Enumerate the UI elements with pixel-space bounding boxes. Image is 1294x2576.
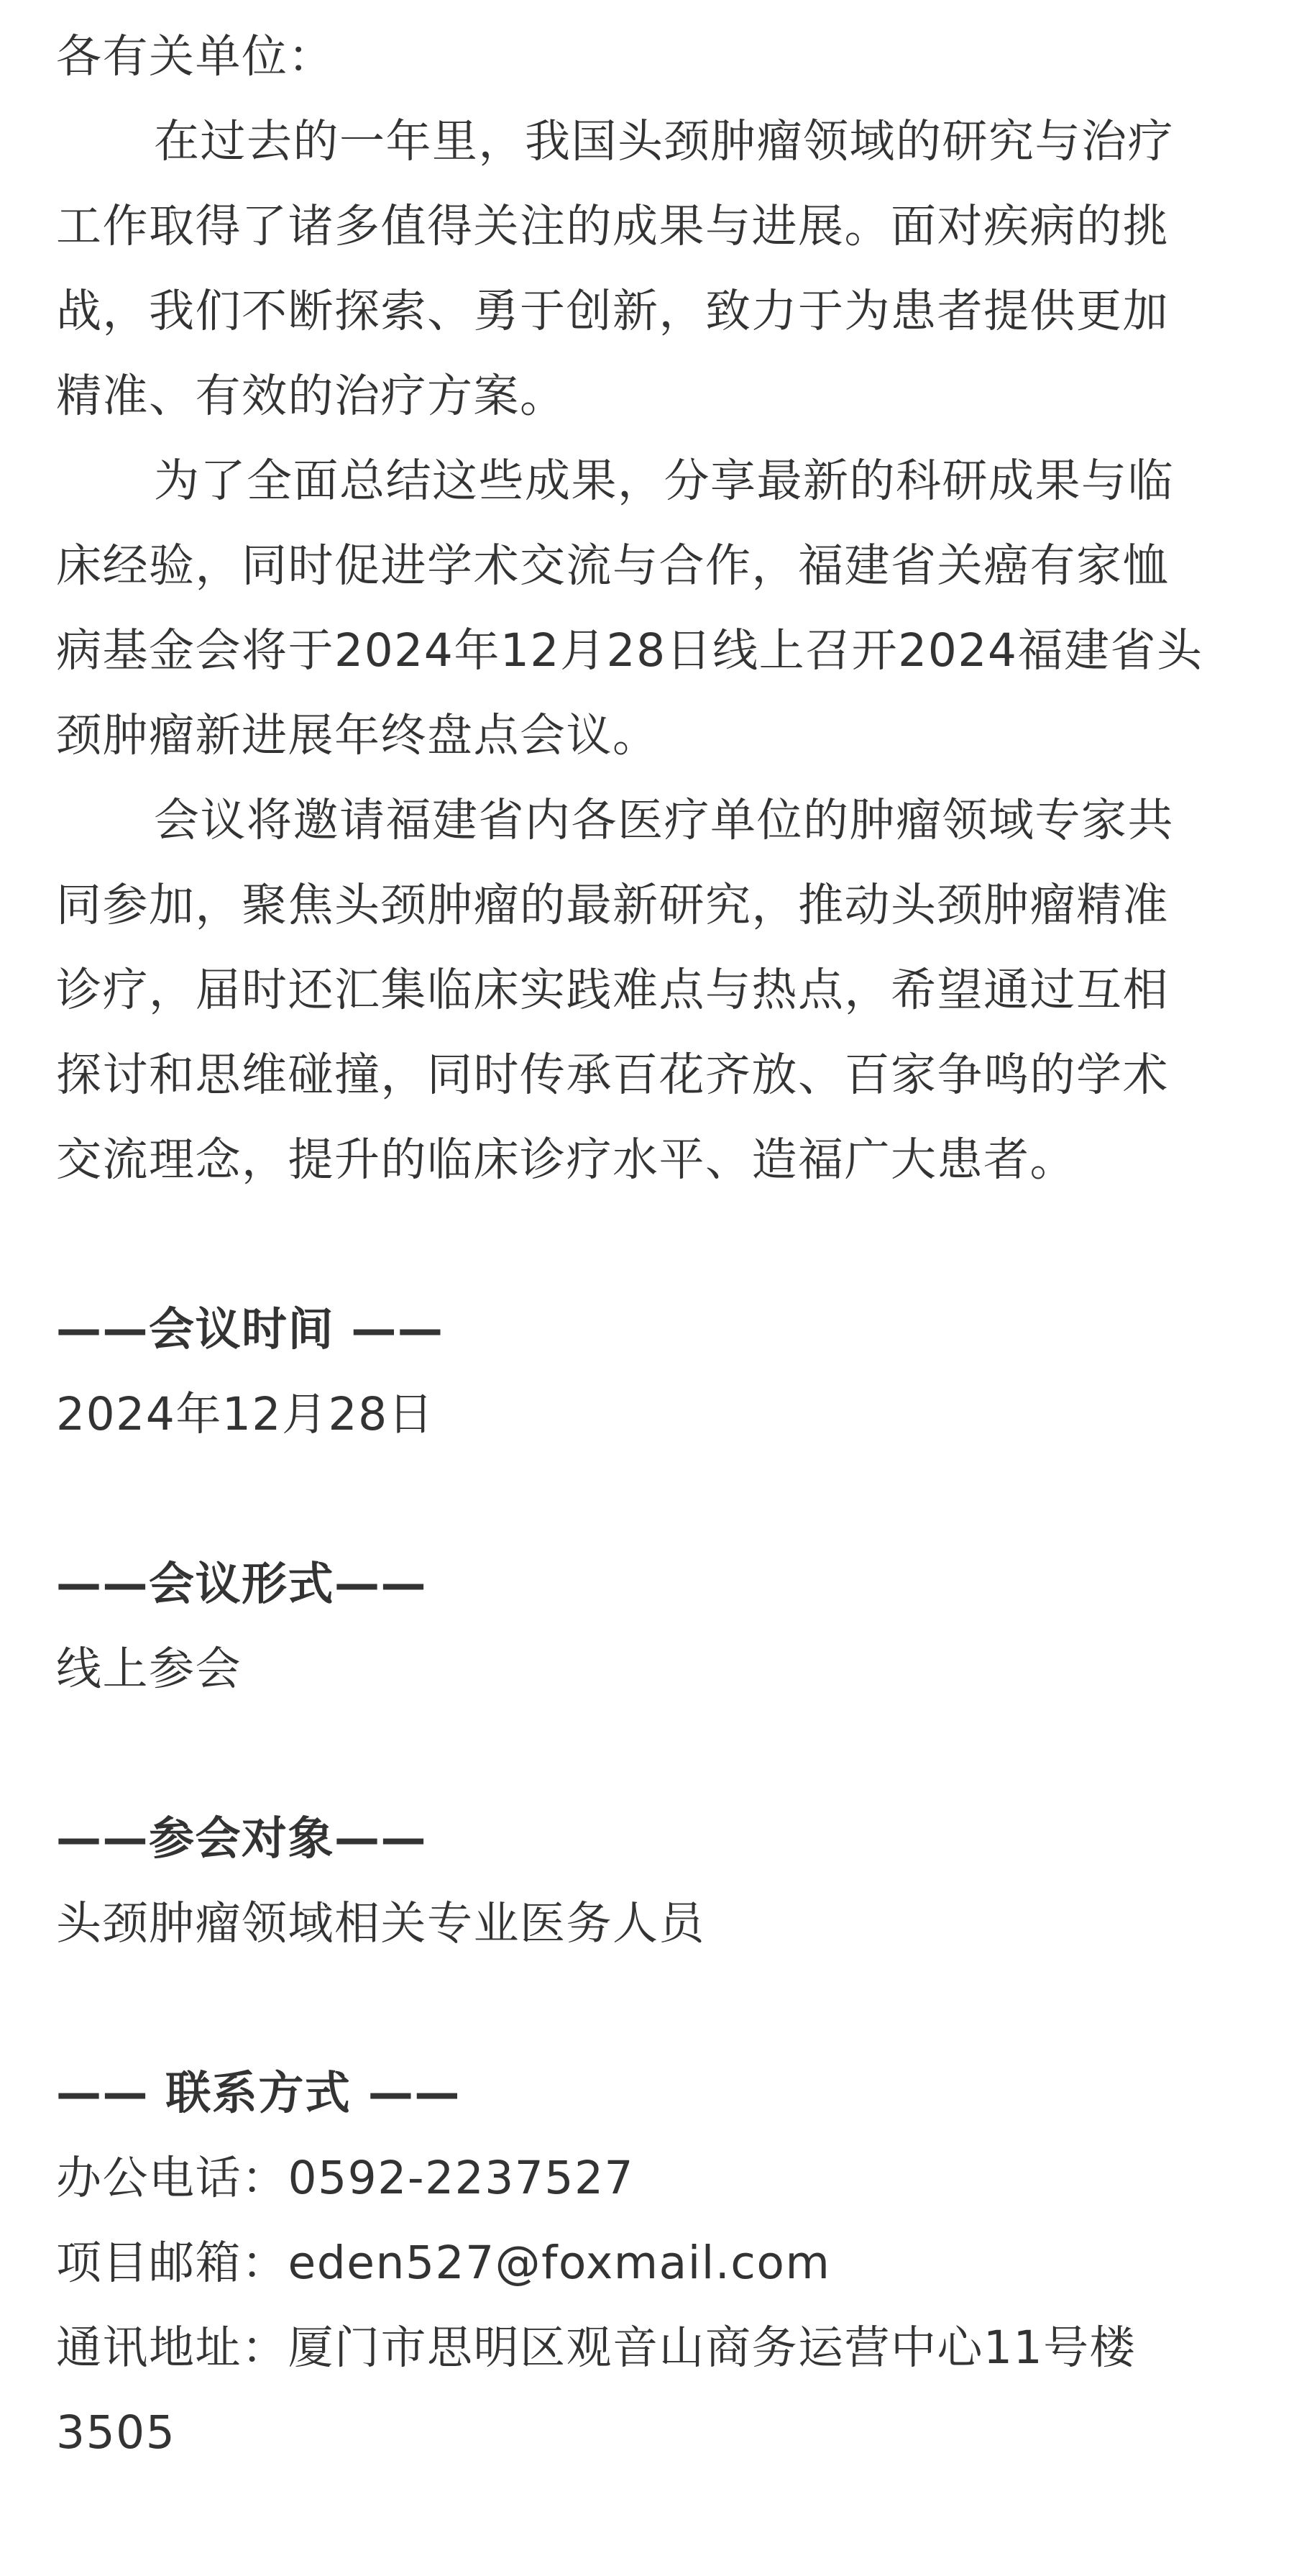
section-meeting-time (56, 1287, 1238, 1457)
paragraph-line: 战，我们不断探索、勇于创新，致力于为患者提供更加 (56, 285, 1169, 337)
project-email: 项目邮箱：eden527@foxmail.com (56, 2237, 831, 2289)
spacer (56, 1202, 1238, 1287)
paragraph-line: 诊疗，届时还汇集临床实践难点与热点，希望通过互相 (56, 964, 1169, 1016)
section-contact (56, 2051, 1238, 2475)
salutation: 各有关单位： (56, 30, 334, 83)
mailing-address-continued: 3505 (56, 2406, 176, 2459)
paragraph-line: 会议将邀请福建省内各医疗单位的肿瘤领域专家共 (154, 794, 1174, 846)
section-heading: ——会议形式—— (56, 1558, 427, 1610)
spacer (56, 1966, 1238, 2051)
meeting-date: 2024年12月28日 (56, 1388, 435, 1440)
section-heading: ——参会对象—— (56, 1812, 427, 1865)
mailing-address: 通讯地址：厦门市思明区观音山商务运营中心11号楼 (56, 2321, 1137, 2374)
audience-text: 头颈肿瘤领域相关专业医务人员 (56, 1897, 705, 1950)
paragraph-line: 在过去的一年里，我国头颈肿瘤领域的研究与治疗 (154, 115, 1174, 168)
spacer (56, 1712, 1238, 1796)
section-heading: —— 联系方式 —— (56, 2067, 461, 2119)
paragraph-line: 为了全面总结这些成果，分享最新的科研成果与临 (154, 455, 1174, 507)
paragraph-line: 床经验，同时促进学术交流与合作，福建省关癌有家恤 (56, 539, 1169, 592)
meeting-format: 线上参会 (56, 1643, 242, 1695)
paragraph-line: 颈肿瘤新进展年终盘点会议。 (56, 709, 659, 762)
spacer (56, 1457, 1238, 1542)
invitation-paragraph (56, 778, 1238, 1202)
purpose-paragraph (56, 439, 1238, 778)
intro-paragraph (56, 99, 1238, 439)
paragraph-line: 同参加，聚焦头颈肿瘤的最新研究，推动头颈肿瘤精准 (56, 879, 1169, 931)
office-phone: 办公电话：0592-2237527 (56, 2152, 635, 2204)
paragraph-line: 工作取得了诸多值得关注的成果与进展。面对疾病的挑 (56, 200, 1169, 252)
paragraph-line: 探讨和思维碰撞，同时传承百花齐放、百家争鸣的学术 (56, 1049, 1169, 1101)
section-meeting-format (56, 1542, 1238, 1712)
paragraph-line: 病基金会将于2024年12月28日线上召开2024福建省头 (56, 624, 1203, 677)
section-audience (56, 1796, 1238, 1966)
paragraph-line: 精准、有效的治疗方案。 (56, 370, 566, 422)
section-heading: ——会议时间 —— (56, 1303, 444, 1356)
paragraph-line: 交流理念，提升的临床诊疗水平、造福广大患者。 (56, 1133, 1076, 1186)
